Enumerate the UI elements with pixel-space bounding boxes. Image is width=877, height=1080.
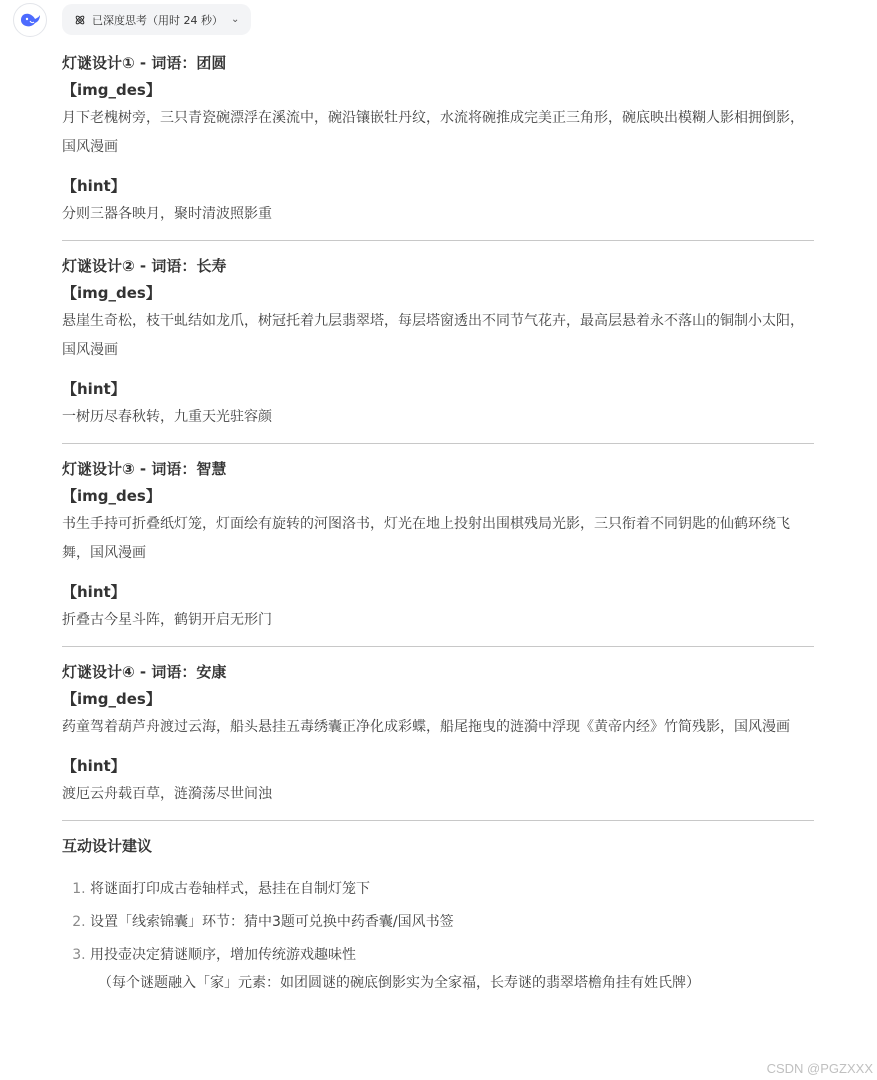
list-item: 2. 设置「线索锦囊」环节：猜中3题可兑换中药香囊/国风书签 [90,906,814,939]
suggestion-note: （每个谜题融入「家」元素：如团圆谜的碗底倒影实为全家福，长寿谜的翡翠塔檐角挂有姓氏牌） [98,975,700,991]
hint-label: 【hint】 [62,380,126,398]
divider [62,443,814,444]
deep-thinking-label: 已深度思考（用时 24 秒） [92,13,223,27]
suggestions-title: 互动设计建议 [62,837,153,855]
answer-content [62,50,814,994]
whale-logo-icon [19,11,41,29]
list-item: 3. 用投壶决定猜谜顺序，增加传统游戏趣味性 [90,939,814,972]
hint-label: 【hint】 [62,757,126,775]
watermark: CSDN @PGZXXX [766,1061,873,1076]
img-description: 悬崖生奇松，枝干虬结如龙爪，树冠托着九层翡翠塔，每层塔窗透出不同节气花卉，最高层悬着永不落山的铜制小太阳，国风漫画 [62,313,804,358]
img-description: 药童驾着葫芦舟渡过云海，船头悬挂五毒绣囊正净化成彩蝶，船尾拖曳的涟漪中浮现《黄帝内经》竹简残影，国风漫画 [62,719,790,735]
atom-icon [74,14,86,26]
deep-thinking-toggle[interactable] [62,4,251,35]
hint-text: 分则三器各映月，聚时清波照影重 [62,206,272,222]
suggestions-list [62,873,814,972]
hint-text: 折叠古今星斗阵，鹤钥开启无形门 [62,612,272,628]
hint-label: 【hint】 [62,177,126,195]
list-item: 1. 将谜面打印成古卷轴样式，悬挂在自制灯笼下 [90,873,814,906]
img-description: 书生手持可折叠纸灯笼，灯面绘有旋转的河图洛书，灯光在地上投射出围棋残局光影，三只衔着不同钥匙的仙鹤环绕飞舞，国风漫画 [62,516,790,561]
riddle-title: 灯谜设计③ - 词语：智慧 [62,460,227,478]
riddle-title: 灯谜设计② - 词语：长寿 [62,257,227,275]
hint-text: 渡厄云舟载百草，涟漪荡尽世间浊 [62,786,272,802]
img-des-label: 【img_des】 [62,487,161,505]
riddle-section-3 [62,456,814,635]
riddle-title: 灯谜设计① - 词语：团圆 [62,54,227,72]
riddle-title: 灯谜设计④ - 词语：安康 [62,663,227,681]
divider [62,820,814,821]
img-des-label: 【img_des】 [62,690,161,708]
img-description: 月下老槐树旁，三只青瓷碗漂浮在溪流中，碗沿镶嵌牡丹纹，水流将碗推成完美正三角形，碗底映出模糊人影相拥倒影，国风漫画 [62,110,804,155]
hint-label: 【hint】 [62,583,126,601]
chevron-down-icon: ⌄ [231,14,240,25]
riddle-section-4 [62,659,814,809]
hint-text: 一树历尽春秋转，九重天光驻容颜 [62,409,272,425]
divider [62,646,814,647]
img-des-label: 【img_des】 [62,81,161,99]
img-des-label: 【img_des】 [62,284,161,302]
riddle-section-2 [62,253,814,432]
divider [62,240,814,241]
avatar [13,3,47,37]
riddle-section-1 [62,50,814,229]
interaction-suggestions [62,833,814,994]
